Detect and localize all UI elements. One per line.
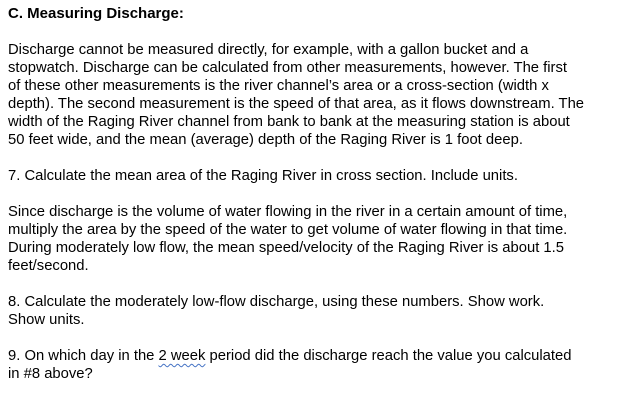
question-8 <box>8 293 640 329</box>
grammar-flagged-text: 2 week <box>158 348 206 364</box>
intro-line: of these other measurements is the river channel’s area or a cross-section (width x <box>8 78 549 94</box>
explanation-line: multiply the area by the speed of the water to get volume of water flowing in that time. <box>8 222 568 238</box>
intro-line: stopwatch. Discharge can be calculated from other measurements, however. The first <box>8 60 567 76</box>
explanation-line: During moderately low flow, the mean speed/velocity of the Raging River is about 1.5 <box>8 240 565 256</box>
question-8-line: Show units. <box>8 312 85 328</box>
question-9-line <box>8 347 640 365</box>
question-9-text-after: period did the discharge reach the value you calculated <box>205 348 572 364</box>
section-heading: C. Measuring Discharge: <box>8 5 184 22</box>
document-page <box>8 5 640 401</box>
question-7-text: 7. Calculate the mean area of the Raging River in cross section. Include units. <box>8 168 518 184</box>
explanation-line: Since discharge is the volume of water flowing in the river in a certain amount of time, <box>8 204 568 220</box>
explanation-line: feet/second. <box>8 258 89 274</box>
intro-line: Discharge cannot be measured directly, for example, with a gallon bucket and a <box>8 42 529 58</box>
question-9 <box>8 347 640 383</box>
question-9-line: in #8 above? <box>8 366 93 382</box>
question-9-text-before: 9. On which day in the <box>8 348 159 364</box>
question-7 <box>8 167 640 185</box>
question-8-line: 8. Calculate the moderately low-flow discharge, using these numbers. Show work. <box>8 294 545 310</box>
intro-line: 50 feet wide, and the mean (average) depth of the Raging River is 1 foot deep. <box>8 132 523 148</box>
intro-line: depth). The second measurement is the speed of that area, as it flows downstream. The <box>8 96 585 112</box>
intro-line: width of the Raging River channel from bank to bank at the measuring station is about <box>8 114 570 130</box>
explanation-paragraph <box>8 203 640 275</box>
intro-paragraph <box>8 41 640 149</box>
